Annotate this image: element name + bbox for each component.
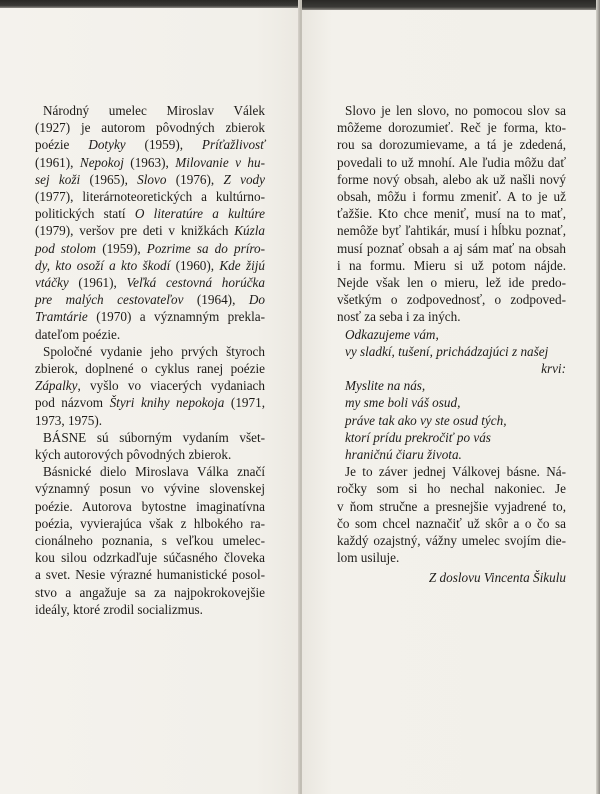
text-line <box>35 515 265 532</box>
afterword-signature: Z doslovu Vincenta Šikulu <box>428 570 566 586</box>
quote-verses <box>337 377 566 463</box>
text-line <box>337 205 566 222</box>
top-shadow-band <box>0 0 300 8</box>
text-run: (1927) je autorom pôvodných zbierok <box>35 120 265 136</box>
text-run: (1963), <box>123 154 176 170</box>
text-line <box>35 480 265 497</box>
text-run: obsah, môžu i formu zmeniť. A to je už <box>337 189 566 205</box>
italic-title: dy, kto osoží a kto škodí <box>35 257 171 273</box>
text-line <box>35 291 265 308</box>
text-run: (1977), literárnoteoretických a kultúrno- <box>35 189 265 205</box>
text-run: dateľom poézie. <box>35 326 121 342</box>
text-run: ťažšie. Kto chce meniť, musí na to mať, <box>337 206 566 222</box>
text-run: Slovo je len slovo, no pomocou slov sa <box>345 103 566 118</box>
paragraph <box>35 463 265 618</box>
text-run: forme nový obsah, alebo ak už našli nový <box>337 171 566 187</box>
text-run: 1973, 1975). <box>35 412 103 428</box>
text-run: nemôže byť ľahtikár, musí i hĺbku poznať, <box>337 223 566 239</box>
verse-line: hraničnú čiaru života. <box>345 447 462 463</box>
text-run: a svet. Nesie výrazné humanistické posol- <box>35 567 265 583</box>
italic-title: O literatúre a kultúre <box>134 206 265 222</box>
quote-intro <box>337 326 566 378</box>
text-line <box>35 584 265 601</box>
text-line <box>35 222 265 239</box>
text-line <box>35 171 265 188</box>
text-run: všetkým o zodpovednosť, o zodpoved- <box>337 292 566 308</box>
verse-line: my sme boli váš osud, <box>345 395 461 411</box>
text-line <box>337 188 566 205</box>
text-run: cionálneho poznania, s veľkou umeleс- <box>35 533 265 549</box>
text-line <box>337 102 566 119</box>
text-run: zbierok, doplnené o cyklus ranej poézie <box>35 361 265 377</box>
text-line <box>35 429 265 446</box>
text-run: (1965), <box>80 171 138 187</box>
text-line <box>35 394 265 411</box>
italic-title: Veľká cestovná horúčka <box>126 275 265 291</box>
text-line <box>35 154 265 171</box>
text-run: (1971, <box>224 395 265 411</box>
text-line <box>35 119 265 136</box>
page-edge <box>596 0 600 794</box>
text-run: stvo a angažuje sa za najpokrokovejšie <box>35 584 265 600</box>
italic-title: pre malých cestovateľov <box>35 292 184 308</box>
text-run: Nejde však len o mieru, lež ide predo- <box>337 275 566 291</box>
verse-line: ktorí prídu prekročiť po vás <box>345 429 491 445</box>
text-run: významný posun vo vývine slovenskej <box>35 481 265 497</box>
text-run: poézie. Autorova bytostne imaginatívna <box>35 498 265 514</box>
text-line: v ňom stručne a presnejšie vyjadrené to, <box>337 498 566 514</box>
text-run: (1961), <box>35 154 80 170</box>
paragraph <box>35 429 265 463</box>
quote-line: Odkazujeme vám, <box>345 326 439 342</box>
closing-paragraph <box>337 463 566 566</box>
italic-title: Zápalky <box>35 378 78 394</box>
paragraph <box>337 102 566 326</box>
text-run: , vyšlo vo viacerých vydaniach <box>77 378 265 394</box>
quote-line: vy sladkí, tušení, prichádzajúci z našej <box>345 343 549 359</box>
text-line <box>35 102 265 119</box>
text-run: Spoločné vydanie jeho prvých štyroch <box>43 343 265 359</box>
verse-line: práve tak ako vy ste osud tých, <box>345 412 507 428</box>
text-run: poézia, vyvierajúca však z hlbokého ra- <box>35 515 265 531</box>
text-line <box>337 291 566 308</box>
text-run: ideály, ktoré zrodil socializmus. <box>35 601 203 617</box>
italic-title: Kde žijú <box>219 257 265 273</box>
text-run: (1979), veršov pre deti v knižkách <box>35 223 235 239</box>
text-line <box>337 274 566 291</box>
text-line <box>35 240 265 257</box>
text-run: BÁSNE sú súborným vydaním všet- <box>43 429 265 445</box>
text-line <box>35 446 265 463</box>
text-run: (1976), <box>166 171 224 187</box>
text-line <box>35 377 265 394</box>
text-run: kých autorových pôvodných zbierok. <box>35 447 232 463</box>
text-run: (1970) a významným prekla- <box>87 309 265 325</box>
text-line <box>337 154 566 171</box>
left-page-text <box>35 102 265 618</box>
text-line <box>35 257 265 274</box>
italic-title: Slovo <box>137 171 167 187</box>
text-run: nosť za seba i za iných. <box>337 309 461 325</box>
italic-title: Do <box>248 292 265 308</box>
italic-title: Z vody <box>223 171 265 187</box>
right-page <box>302 0 600 794</box>
text-run: politických statí <box>35 206 135 222</box>
italic-title: Tramtárie <box>35 309 88 325</box>
italic-title: Príťažlivosť <box>201 137 265 153</box>
text-line: každý ozajstný, vážny umelec svojím die- <box>337 533 566 549</box>
text-line <box>337 240 566 257</box>
italic-title: Pozrime sa do príro- <box>146 240 265 256</box>
text-run: i na formu. Mieru si už potom nájde. <box>337 257 566 273</box>
text-run: musí poznať obsah a aj sám mať na obsah <box>337 240 566 256</box>
text-run: kou silou odzrkadľuje súčasného človeka <box>35 550 265 566</box>
text-line <box>35 566 265 583</box>
text-run: (1960), <box>170 257 220 273</box>
text-line <box>35 412 265 429</box>
top-shadow-band <box>302 0 600 10</box>
text-run: (1959), <box>125 137 202 153</box>
italic-title: Milovanie v hu- <box>175 154 265 170</box>
text-line <box>35 308 265 325</box>
text-line <box>337 119 566 136</box>
text-line <box>337 171 566 188</box>
text-run: (1959), <box>96 240 147 256</box>
quote-line: krvi: <box>541 361 566 377</box>
text-run: (1961), <box>68 275 127 291</box>
text-line <box>35 601 265 618</box>
italic-title: Kúzla <box>234 223 265 239</box>
text-line <box>35 326 265 343</box>
text-line <box>35 498 265 515</box>
text-line: čo som chcel naznačiť už skôr a o čo sa <box>337 515 566 531</box>
text-line <box>337 257 566 274</box>
paragraph <box>35 343 265 429</box>
text-line <box>35 463 265 480</box>
text-line <box>337 222 566 239</box>
italic-title: Štyri knihy nepokoja <box>109 395 225 411</box>
text-line <box>35 343 265 360</box>
text-line <box>35 274 265 291</box>
text-line <box>337 308 566 325</box>
text-run: rou sa dorozumievame, a tá je zdedená, <box>337 137 566 153</box>
text-run: poézie <box>35 137 89 153</box>
italic-title: Dotyky <box>88 137 126 153</box>
text-line <box>35 205 265 222</box>
italic-title: Nepokoj <box>79 154 124 170</box>
text-line: lom usiluje. <box>337 550 400 566</box>
text-run: Národný umelec Miroslav Válek <box>43 103 265 118</box>
text-line <box>35 188 265 205</box>
italic-title: sej koži <box>35 171 81 187</box>
text-run: môžeme dorozumieť. Reč je forma, kto- <box>337 120 566 136</box>
text-line <box>35 549 265 566</box>
text-line <box>35 360 265 377</box>
right-page-text <box>337 102 566 587</box>
text-line: Je to záver jednej Válkovej básne. Ná- <box>345 464 566 480</box>
text-line <box>337 136 566 153</box>
text-run: pod názvom <box>35 395 110 411</box>
text-line: ročky som si ho nechal nakoniec. Je <box>337 481 566 497</box>
text-run: povedali to už mnohí. Ale ľudia môžu dať <box>337 154 566 170</box>
italic-title: pod stolom <box>35 240 97 256</box>
paragraph <box>35 102 265 343</box>
text-run: Básnické dielo Miroslava Válka značí <box>43 464 265 480</box>
text-line <box>35 532 265 549</box>
verse-line: Myslite na nás, <box>345 378 426 394</box>
text-run: (1964), <box>183 292 249 308</box>
italic-title: vtáčky <box>35 275 69 291</box>
text-line <box>35 136 265 153</box>
